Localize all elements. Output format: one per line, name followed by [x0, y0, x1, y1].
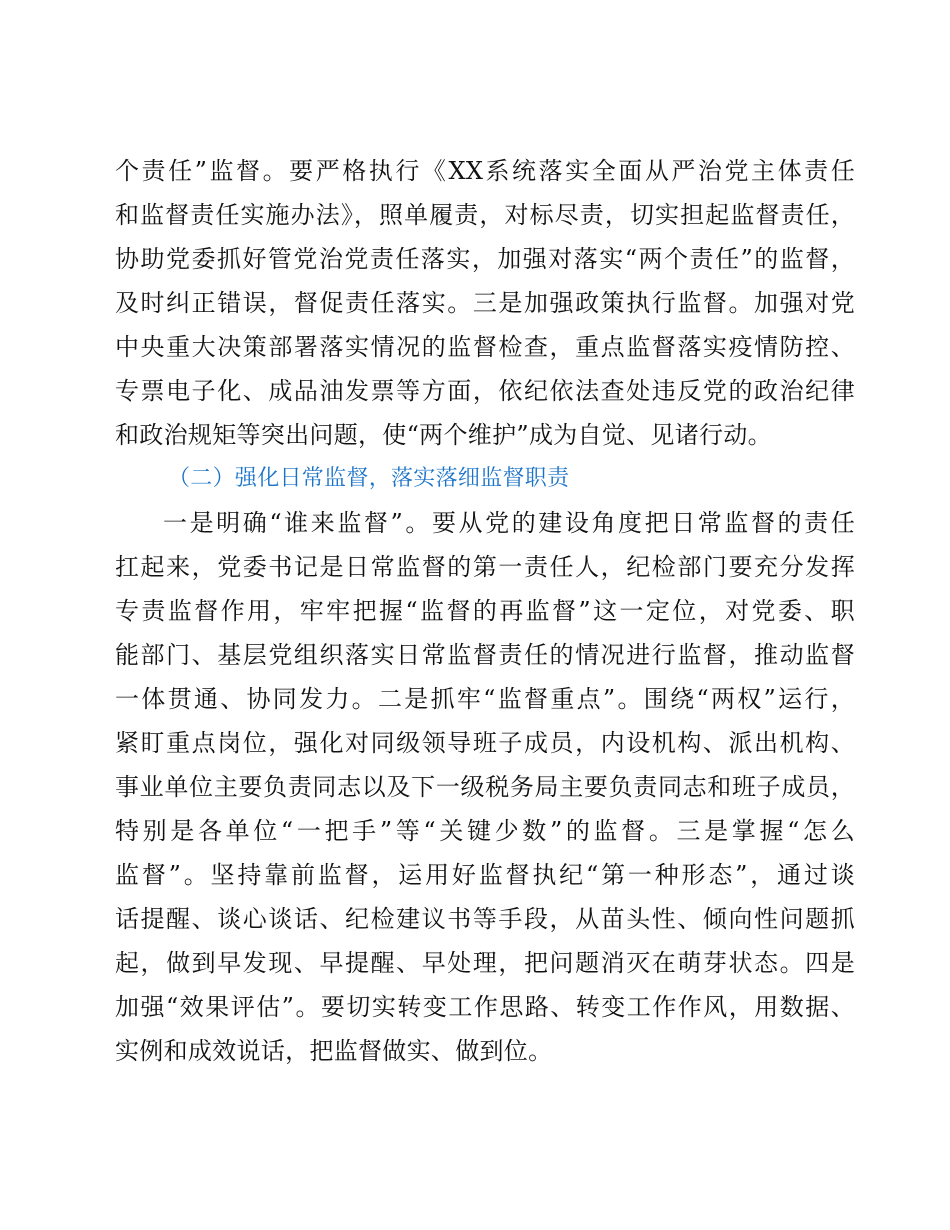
paragraph-line: 话提醒、谈心谈话、纪检建议书等手段，从苗头性、倾向性问题抓 — [115, 905, 855, 933]
paragraph-line: 一是明确“谁来监督”。要从党的建设角度把日常监督的责任 — [163, 509, 855, 537]
paragraph-line: 和监督责任实施办法》，照单履责，对标尽责，切实担起监督责任， — [115, 201, 855, 229]
section-heading: （二）强化日常监督，落实落细监督职责 — [168, 466, 570, 491]
paragraph-line: 事业单位主要负责同志以及下一级税务局主要负责同志和班子成员， — [115, 773, 855, 801]
document-body — [115, 149, 855, 1073]
paragraph-line: 加强“效果评估”。要切实转变工作思路、转变工作作风，用数据、 — [115, 993, 855, 1021]
paragraph-line: 扛起来，党委书记是日常监督的第一责任人，纪检部门要充分发挥 — [115, 553, 855, 581]
paragraph-line: 专责监督作用，牢牢把握“监督的再监督”这一定位，对党委、职 — [115, 597, 855, 625]
paragraph-line: 和政治规矩等突出问题，使“两个维护”成为自觉、见诸行动。 — [115, 421, 772, 449]
paragraph-line: 监督”。坚持靠前监督，运用好监督执纪“第一种形态”，通过谈 — [115, 861, 855, 889]
paragraph-line: 实例和成效说话，把监督做实、做到位。 — [115, 1037, 553, 1065]
paragraph-line: 特别是各单位“一把手”等“关键少数”的监督。三是掌握“怎么 — [115, 817, 855, 845]
paragraph-line: 紧盯重点岗位，强化对同级领导班子成员，内设机构、派出机构、 — [115, 729, 855, 757]
paragraph-line: 协助党委抓好管党治党责任落实，加强对落实“两个责任”的监督， — [115, 245, 855, 273]
paragraph-line: 能部门、基层党组织落实日常监督责任的情况进行监督，推动监督 — [115, 641, 855, 669]
paragraph-line: 个责任”监督。要严格执行《XX系统落实全面从严治党主体责任 — [115, 157, 855, 185]
paragraph-2 — [115, 501, 855, 1073]
paragraph-line: 及时纠正错误，督促责任落实。三是加强政策执行监督。加强对党 — [115, 289, 855, 317]
paragraph-line: 起，做到早发现、早提醒、早处理，把问题消灭在萌芽状态。四是 — [115, 949, 855, 977]
paragraph-line: 中央重大决策部署落实情况的监督检查，重点监督落实疫情防控、 — [115, 333, 855, 361]
paragraph-line: 专票电子化、成品油发票等方面，依纪依法查处违反党的政治纪律 — [115, 377, 855, 405]
paragraph-line: 一体贯通、协同发力。二是抓牢“监督重点”。围绕“两权”运行， — [115, 685, 855, 713]
paragraph-1 — [115, 149, 855, 457]
